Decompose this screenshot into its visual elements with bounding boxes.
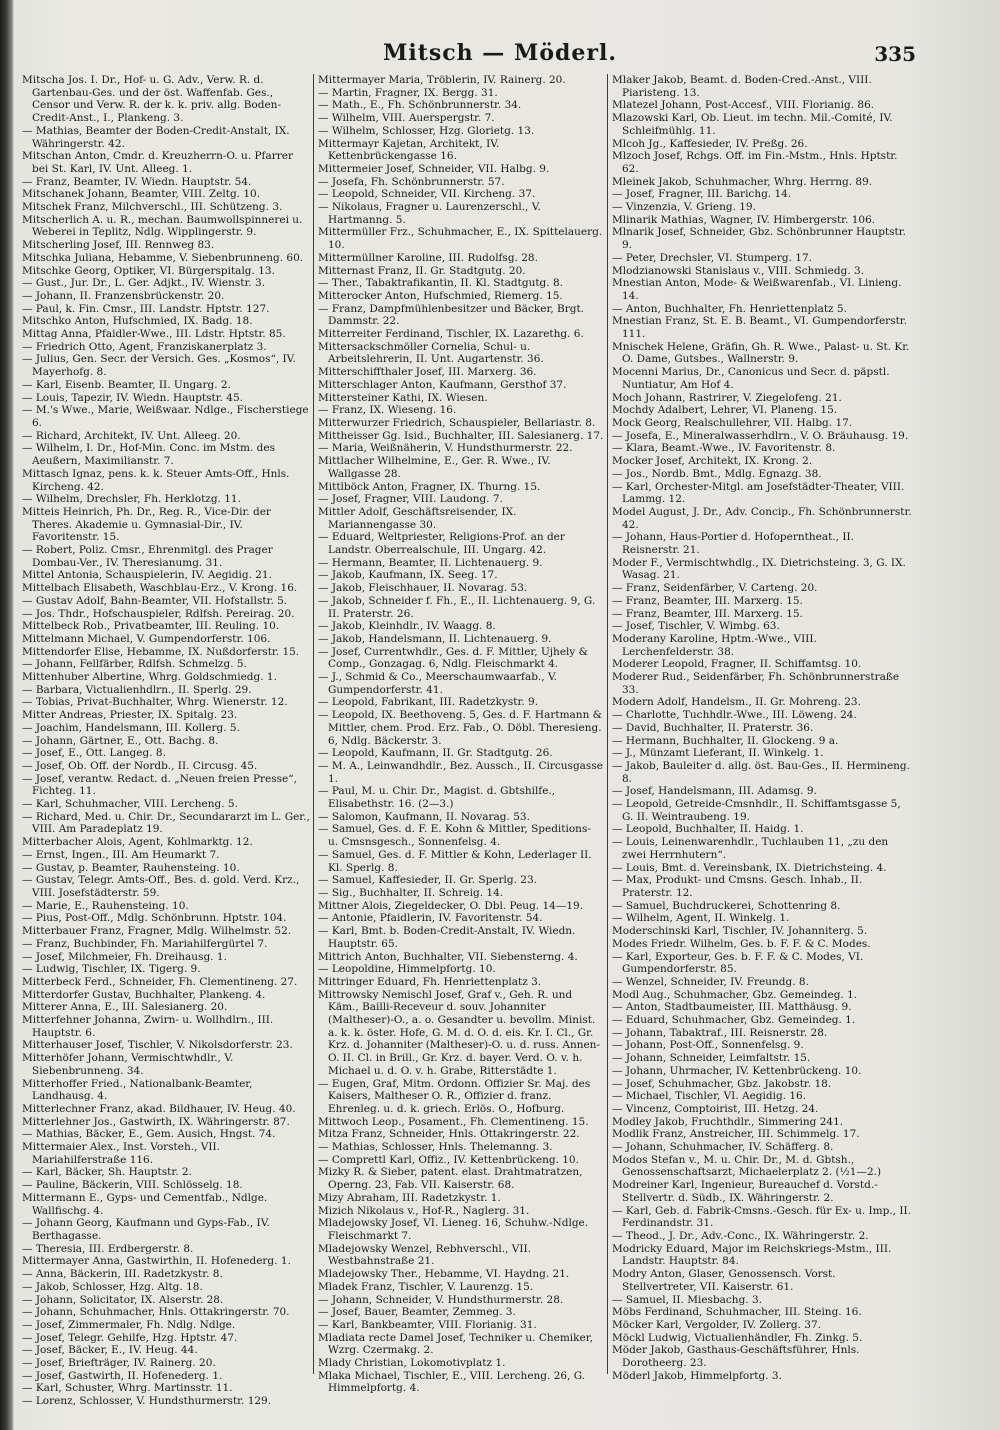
directory-entry: Mittasch Ignaz, pens. k. k. Steuer Amts-Off., Hnls. Kircheng. 42. bbox=[22, 467, 290, 493]
directory-entry: — Ernst, Ingen., III. Am Heumarkt 7. bbox=[22, 848, 220, 861]
directory-entry: — Wilhelm, Agent, II. Winkelg. 1. bbox=[612, 912, 790, 925]
directory-entry: Mittersackschmöller Cornelia, Schul- u. Arbeitslehrerin, II. Unt. Augartenstr. 36. bbox=[318, 340, 544, 366]
directory-entry: — Max, Produkt- und Cmsns. Gesch. Inhab., II. Praterstr. 12. bbox=[612, 874, 863, 899]
directory-entry: Moderany Karoline, Hptm.-Wwe., VIII. Lerchenfelderstr. 38. bbox=[612, 632, 817, 658]
directory-entry: — Salomon, Kaufmann, II. Novarag. 53. bbox=[318, 810, 530, 823]
directory-entry: Mizy Abraham, III. Radetzkystr. 1. bbox=[318, 1191, 501, 1204]
directory-entry: — Johann, Schneider, Leimfaltstr. 15. bbox=[612, 1052, 811, 1065]
directory-entry: Mnestian Franz, St. E. B. Beamt., VI. Gumpendorferstr. 111. bbox=[612, 315, 907, 341]
directory-entry: — Maria, Weißnäherin, V. Hundsthurmerstr. 22. bbox=[318, 442, 573, 455]
page-number: 335 bbox=[874, 42, 916, 66]
directory-entry: Möcker Karl, Vergolder, IV. Zollerg. 37. bbox=[612, 1318, 822, 1331]
directory-entry: — Comprettl Karl, Offiz., IV. Kettenbrückeng. 10. bbox=[318, 1153, 579, 1166]
column-3 bbox=[612, 74, 912, 1382]
directory-entry: Mladiata recte Damel Josef, Techniker u. Chemiker, Wzrg. Czermakg. 2. bbox=[318, 1331, 593, 1357]
directory-entry: — Barbara, Victualienhdlrn., II. Sperlg. 29. bbox=[22, 683, 252, 696]
directory-entry: — Samuel, Ges. d. F. Mittler & Kohn, Lederlager II. Kl. Sperlg. 8. bbox=[318, 848, 592, 874]
directory-entry: — Johann, Haus-Portier d. Hofoperntheat., II. Reisnerstr. 21. bbox=[612, 531, 854, 557]
directory-entry: Mitterer Anna, E., III. Salesianerg. 20. bbox=[22, 1001, 228, 1014]
directory-entry: — Johann, Uhrmacher, IV. Kettenbrückeng. 10. bbox=[612, 1064, 862, 1077]
directory-entry: — Klara, Beamt.-Wwe., IV. Favoritenstr. 8. bbox=[612, 442, 836, 455]
directory-entry: — Wilhelm, Schlosser, Hzg. Glorietg. 13. bbox=[318, 124, 535, 137]
column-divider bbox=[313, 74, 314, 1374]
directory-entry: — Jakob, Schlosser, Hzg. Altg. 18. bbox=[22, 1280, 203, 1293]
directory-entry: Mitschanek Johann, Beamter, VIII. Zeltg. 10. bbox=[22, 188, 261, 201]
directory-entry: Mitterhauser Josef, Tischler, V. Nikolsdorferstr. 23. bbox=[22, 1039, 293, 1052]
directory-entry: Mittner Alois, Ziegeldecker, O. Dbl. Peug. 14—19. bbox=[318, 899, 584, 912]
directory-columns bbox=[22, 74, 980, 1408]
directory-entry: Mocenni Marius, Dr., Canonicus und Secr. d. päpstl. Nuntiatur, Am Hof 4. bbox=[612, 366, 890, 391]
directory-entry: Mittheisser Gg. Isid., Buchhalter, III. Salesianerg. 17. bbox=[318, 429, 604, 442]
directory-entry: — Eduard, Schuhmacher, Gbz. Gemeindeg. 1. bbox=[612, 1014, 856, 1027]
directory-entry: — Josef, Milchmeier, Fh. Dreihausg. 1. bbox=[22, 950, 227, 963]
directory-entry: — Eugen, Graf, Mitm. Ordonn. Offizier Sr. Maj. des Kaisers, Maltheser O. R., Offizier d. franz. Ehrenleg. u. d. k. griech. Erlös. O., Hofburg. bbox=[318, 1077, 591, 1115]
directory-entry: Mittelbeck Rob., Privatbeamter, III. Reuling. 10. bbox=[22, 620, 280, 633]
directory-entry: — Karl, Schuster, Whrg. Martinsstr. 11. bbox=[22, 1382, 233, 1395]
directory-entry: Möderl Jakob, Himmelpfortg. 3. bbox=[612, 1369, 782, 1382]
directory-entry: — Math., E., Fh. Schönbrunnerstr. 34. bbox=[318, 99, 522, 112]
directory-entry: — Jakob, Schneider f. Fh., E., II. Lichtenauerg. 9, G. II. Praterstr. 26. bbox=[318, 594, 596, 620]
directory-entry: — Gustav Adolf, Bahn-Beamter, VII. Hofstallstr. 5. bbox=[22, 594, 288, 607]
directory-entry: Modern Adolf, Handelsm., II. Gr. Mohreng. 23. bbox=[612, 696, 861, 709]
directory-entry: — Theod., J. Dr., Adv.-Conc., IX. Währingerstr. 2. bbox=[612, 1229, 869, 1242]
directory-entry: Möbs Ferdinand, Schuhmacher, III. Steing. 16. bbox=[612, 1306, 862, 1319]
directory-entry: Mizky R. & Sieber, patent. elast. Drahtmatratzen, Operng. 23, Fab. VII. Kaiserstr. 68. bbox=[318, 1166, 583, 1192]
directory-entry: — Josefa, E., Mineralwasserhdlrn., V. O. Bräuhausg. 19. bbox=[612, 429, 909, 442]
directory-entry: — Karl, Exporteur, Ges. b. F. F. & C. Modes, VI. Gumpendorferstr. 85. bbox=[612, 950, 864, 976]
directory-entry: Mittermüller Frz., Schuhmacher, E., IX. Spittelauerg. 10. bbox=[318, 226, 603, 252]
directory-entry: — Gustav, Telegr. Amts-Off., Bes. d. gold. Verd. Krz., VIII. Josefstädterstr. 59. bbox=[22, 874, 300, 899]
directory-entry: — Louis, Tapezir, IV. Wiedn. Hauptstr. 45. bbox=[22, 391, 244, 404]
directory-entry: — Anton, Buchhalter, Fh. Henriettenplatz 5. bbox=[612, 302, 847, 315]
directory-entry: — Josef, Gastwirth, II. Hofenederg. 1. bbox=[22, 1369, 223, 1382]
directory-entry: — Karl, Bmt. b. Boden-Credit-Anstalt, IV. Wiedn. Hauptstr. 65. bbox=[318, 925, 576, 950]
directory-entry: Mitscherlich A. u. R., mechan. Baumwollspinnerei u. Weberei in Teplitz, Ndlg. Wipplingerstr. 9. bbox=[22, 213, 303, 239]
directory-entry: Mladejowsky Wenzel, Rebhverschl., VII. Westbahnstraße 21. bbox=[318, 1242, 531, 1268]
directory-entry: — Vincenz, Comptoirist, III. Hetzg. 24. bbox=[612, 1102, 819, 1115]
directory-entry: — Hermann, Beamter, II. Lichtenauerg. 9. bbox=[318, 556, 543, 569]
directory-entry: — Josef, Fragner, VIII. Laudong. 7. bbox=[318, 493, 503, 506]
directory-entry: — Charlotte, Tuchhdlr.-Wwe., III. Löweng. 24. bbox=[612, 709, 857, 722]
directory-entry: — Ther., Tabaktrafikantin, II. Kl. Stadtgutg. 8. bbox=[318, 277, 563, 290]
directory-entry: — Jakob, Handelsmann, II. Lichtenauerg. 9. bbox=[318, 632, 552, 645]
directory-entry: Mittrowsky Nemischl Josef, Graf v., Geh. R. und Käm., Bailli-Receveur d. souv. Johanniter (Maltheser)-O., a. o. Gesandter u. bevollm. Minist. a. k. k. öster. Hofe, G. M. d. O. d. eis. Kr. I. Cl., Gr. Krz. d. Johanniter (Maltheser)-O. u. d. russ. Annen-O. II. Cl. in Brill., Gr. Krz. d. bayer. Verd. O. v. h. Michael u. d. O. v. h. Grabe, Ritterstädte 1. bbox=[318, 988, 600, 1077]
directory-entry: Modl Aug., Schuhmacher, Gbz. Gemeindeg. 1. bbox=[612, 988, 858, 1001]
directory-entry: Modry Anton, Glaser, Genossensch. Vorst. Stellvertreter, VII. Kaiserstr. 61. bbox=[612, 1268, 836, 1293]
column-1 bbox=[22, 74, 310, 1408]
directory-entry: Mitterhöfer Johann, Vermischtwhdlr., V. Siebenbrunneng. 34. bbox=[22, 1052, 234, 1077]
directory-entry: Mitteis Heinrich, Ph. Dr., Reg. R., Vice-Dir. der Theres. Akademie u. Gymnasial-Dir., IV. Favoritenstr. 15. bbox=[22, 505, 271, 544]
directory-entry: Mitterlechner Franz, akad. Bildhauer, IV. Heug. 40. bbox=[22, 1102, 296, 1115]
directory-entry: Mitterocker Anton, Hufschmied, Riemerg. 15. bbox=[318, 289, 563, 302]
directory-entry: — Franz, IX. Wieseng. 16. bbox=[318, 404, 457, 417]
directory-entry: — Leopold, Schneider, VII. Kircheng. 37. bbox=[318, 188, 536, 201]
directory-entry: — M. A., Leinwandhdlr., Bez. Aussch., II. Circusgasse 1. bbox=[318, 759, 603, 785]
directory-entry: — Tobias, Privat-Buchhalter, Whrg. Wienerstr. 12. bbox=[22, 696, 288, 709]
directory-entry: — Vinzenzia, V. Grieng. 19. bbox=[612, 201, 756, 214]
page-title: Mitsch — Möderl. bbox=[383, 40, 617, 66]
directory-entry: — Joachim, Handelsmann, III. Kollerg. 5. bbox=[22, 721, 240, 734]
directory-entry: — Anton, Stadtbaumeister, III. Matthäusg. 9. bbox=[612, 1001, 852, 1014]
directory-entry: Mizich Nikolaus v., Hof-R., Naglerg. 31. bbox=[318, 1204, 530, 1217]
running-head bbox=[0, 40, 1000, 70]
directory-entry: — Mathias, Bäcker, E., Gem. Ausich, Hngst. 74. bbox=[22, 1128, 276, 1141]
directory-entry: Mittermayr Kajetan, Architekt, IV. Kettenbrückengasse 16. bbox=[318, 137, 500, 163]
directory-entry: Mitterschiffthaler Josef, III. Marxerg. 36. bbox=[318, 366, 537, 379]
directory-entry: — Johann, Schuhmacher, IV. Schäfferg. 8. bbox=[612, 1141, 834, 1154]
directory-entry: — Wilhelm, Drechsler, Fh. Herklotzg. 11. bbox=[22, 493, 241, 506]
directory-entry: Modos Stefan v., M. u. Chir. Dr., M. d. Gbtsh., Genossenschaftsarzt, Michaelerplatz 2. (½1—2.) bbox=[612, 1153, 882, 1179]
directory-entry: Mitterdorfer Gustav, Buchhalter, Plankeng. 4. bbox=[22, 988, 266, 1001]
directory-entry: Mitter Andreas, Priester, IX. Spitalg. 23. bbox=[22, 709, 238, 722]
directory-entry: — Ludwig, Tischler, IX. Tigerg. 9. bbox=[22, 963, 201, 976]
directory-entry: — Josef, Handelsmann, III. Adamsg. 9. bbox=[612, 785, 817, 798]
directory-entry: Moderer Rud., Seidenfärber, Fh. Schönbrunnerstraße 33. bbox=[612, 671, 900, 696]
directory-entry: — Wilhelm, I. Dr., Hof-Min. Conc. im Mstm. des Aeußern, Maximilianstr. 7. bbox=[22, 442, 275, 468]
directory-entry: — Johann, Schneider, V. Hundsthurmerstr. 28. bbox=[318, 1293, 564, 1306]
directory-entry: Mlodzianowski Stanislaus v., VIII. Schmiedg. 3. bbox=[612, 264, 865, 277]
directory-entry: — Jakob, Kleinhdlr., IV. Waagg. 8. bbox=[318, 620, 496, 633]
directory-entry: Mittermayer Anna, Gastwirthin, II. Hofenederg. 1. bbox=[22, 1255, 291, 1268]
directory-entry: — Louis, Leinenwarenhdlr., Tuchlauben 11, „zu den zwei Herrnhutern“. bbox=[612, 836, 889, 861]
directory-entry: Mitschka Juliana, Hebamme, V. Siebenbrunneng. 60. bbox=[22, 251, 304, 264]
directory-entry: Moch Johann, Rastrirer, V. Ziegelofeng. 21. bbox=[612, 391, 842, 404]
directory-entry: — Jakob, Fleischhauer, II. Novarag. 53. bbox=[318, 582, 528, 595]
directory-entry: Mlaker Jakob, Beamt. d. Boden-Cred.-Anst., VIII. Piaristeng. 13. bbox=[612, 74, 872, 99]
directory-entry: — Johann, Solicitator, IX. Alserstr. 28. bbox=[22, 1293, 224, 1306]
directory-entry: Modley Jakob, Fruchthdlr., Simmering 241. bbox=[612, 1115, 844, 1128]
directory-entry: Modreiner Karl, Ingenieur, Bureauchef d. Vorstd.-Stellvertr. d. Südb., IX. Währingerstr. 2. bbox=[612, 1179, 878, 1204]
directory-entry: — Johann, Schuhmacher, Hnls. Ottakringerstr. 70. bbox=[22, 1306, 290, 1319]
directory-entry: — Josef, Ob. Off. der Nordb., II. Circusg. 45. bbox=[22, 759, 258, 772]
directory-entry: Mitterbauer Franz, Fragner, Mdlg. Wilhelmstr. 52. bbox=[22, 925, 292, 938]
directory-entry: — Mathias, Schlosser, Hnls. Thelemanng. 3. bbox=[318, 1141, 553, 1154]
directory-entry: Mittermayer Maria, Tröblerin, IV. Rainerg. 20. bbox=[318, 74, 566, 86]
directory-entry: — J., Münzamt Lieferant, II. Winkelg. 1. bbox=[612, 747, 824, 760]
directory-entry: Mittler Adolf, Geschäftsreisender, IX. Mariannengasse 30. bbox=[318, 505, 517, 531]
directory-entry: — Samuel, Ges. d. F. E. Kohn & Mittler, Speditions- u. Cmsnsgesch., Sonnenfelsg. 4. bbox=[318, 823, 591, 849]
directory-entry: Mitscha Jos. I. Dr., Hof- u. G. Adv., Verw. R. d. Gartenbau-Ges. und der öst. Waffenfab. Ges., Censor und Verw. R. der k. k. priv. allg. Boden-Credit-Anst., I., Plankeng. 3. bbox=[22, 74, 281, 125]
directory-entry: Modricky Eduard, Major im Reichskriegs-Mstm., III. Landstr. Hauptstr. 84. bbox=[612, 1242, 892, 1268]
directory-entry: Modlik Franz, Anstreicher, III. Schimmelg. 17. bbox=[612, 1128, 860, 1141]
directory-entry: Möder Jakob, Gasthaus-Geschäftsführer, Hnls. Dorotheerg. 23. bbox=[612, 1344, 860, 1370]
directory-entry: — Josef, verantw. Redact. d. „Neuen freien Presse“, Fichteg. 11. bbox=[22, 772, 297, 798]
directory-entry: Mittlacher Wilhelmine, E., Ger. R. Wwe., IV. Wallgasse 28. bbox=[318, 455, 551, 480]
directory-entry: — Gustav, p. Beamter, Rauhensteing. 10. bbox=[22, 861, 240, 874]
directory-entry: Moder F., Vermischtwhdlg., IX. Dietrichsteing. 3, G. IX. Wasag. 21. bbox=[612, 556, 906, 582]
directory-entry: — Franz, Seidenfärber, V. Carteng. 20. bbox=[612, 582, 818, 595]
directory-entry: — Josef, Tischler, V. Wimbg. 63. bbox=[612, 620, 780, 633]
directory-entry: — Sig., Buchhalter, II. Schreig. 14. bbox=[318, 887, 504, 899]
directory-entry: — Eduard, Weltpriester, Religions-Prof. an der Landstr. Oberrealschule, III. Ungarg. 42. bbox=[318, 531, 565, 557]
directory-entry: — Pauline, Bäckerin, VIII. Schlösselg. 18. bbox=[22, 1179, 243, 1192]
directory-entry: Moderschinski Karl, Tischler, IV. Johanniterg. 5. bbox=[612, 925, 868, 938]
directory-entry: — Martin, Fragner, IX. Bergg. 31. bbox=[318, 86, 498, 99]
directory-entry: — Johann Georg, Kaufmann und Gyps-Fab., IV. Berthagasse. bbox=[22, 1217, 270, 1242]
directory-entry: — Marie, E., Rauhensteing. 10. bbox=[22, 899, 189, 912]
directory-entry: — Samuel, II. Miesbachg. 3. bbox=[612, 1293, 762, 1306]
directory-entry: — Josef, Zimmermaler, Fh. Ndlg. Ndlge. bbox=[22, 1318, 236, 1331]
directory-entry: — Karl, Bäcker, Sh. Hauptstr. 2. bbox=[22, 1166, 192, 1179]
directory-entry: Mladejowsky Ther., Hebamme, VI. Haydng. 21. bbox=[318, 1268, 570, 1281]
directory-entry: — Josef, Telegr. Gehilfe, Hzg. Hptstr. 47. bbox=[22, 1331, 238, 1344]
directory-entry: Model August, J. Dr., Adv. Concip., Fh. Schönbrunnerstr. 42. bbox=[612, 505, 912, 531]
directory-entry: Möckl Ludwig, Victualienhändler, Fh. Zinkg. 5. bbox=[612, 1331, 863, 1344]
directory-entry: — Jakob, Bauleiter d. allg. öst. Bau-Ges., II. Hermineng. 8. bbox=[612, 759, 910, 785]
directory-entry: — M.'s Wwe., Marie, Weißwaar. Ndlge., Fischerstiege 6. bbox=[22, 404, 309, 429]
directory-entry: Mitterwurzer Friedrich, Schauspieler, Bellariastr. 8. bbox=[318, 416, 596, 429]
directory-entry: Mittlböck Anton, Fragner, IX. Thurng. 15. bbox=[318, 480, 541, 493]
directory-entry: — Josefa, Fh. Schönbrunnerstr. 57. bbox=[318, 175, 505, 188]
directory-entry: Mitterhoffer Fried., Nationalbank-Beamter, Landhausg. 4. bbox=[22, 1077, 253, 1103]
directory-entry: — Franz, Beamter, IV. Wiedn. Hauptstr. 54. bbox=[22, 175, 252, 188]
directory-entry: Mlady Christian, Lokomotivplatz 1. bbox=[318, 1357, 506, 1370]
directory-entry: Mittermaier Alex., Inst. Vorsteh., VII. Mariahilferstraße 116. bbox=[22, 1141, 220, 1166]
directory-entry: — Johann, Gärtner, E., Ott. Bachg. 8. bbox=[22, 734, 219, 747]
directory-entry: — David, Buchhalter, II. Praterstr. 36. bbox=[612, 721, 814, 734]
directory-entry: Mlaka Michael, Tischler, E., VIII. Lercheng. 26, G. Himmelpfortg. 4. bbox=[318, 1369, 586, 1395]
directory-entry: — Paul, M. u. Chir. Dr., Magist. d. Gbtshilfe., Elisabethstr. 16. (2—3.) bbox=[318, 785, 556, 811]
directory-entry: — Karl, Eisenb. Beamter, II. Ungarg. 2. bbox=[22, 378, 231, 391]
directory-entry: — Johann, Fellfärber, Rdlfsh. Schmelzg. 5. bbox=[22, 658, 247, 671]
directory-entry: — Josef, Schuhmacher, Gbz. Jakobstr. 18. bbox=[612, 1077, 832, 1090]
directory-entry: Mochdy Adalbert, Lehrer, VI. Planeng. 15. bbox=[612, 404, 838, 417]
directory-entry: — Pius, Post-Off., Mdlg. Schönbrunn. Hptstr. 104. bbox=[22, 912, 287, 925]
directory-entry: Mittersteiner Kathi, IX. Wiesen. bbox=[318, 391, 488, 404]
directory-entry: Mitternast Franz, II. Gr. Stadtgutg. 20. bbox=[318, 264, 526, 277]
directory-entry: Mladejowsky Josef, VI. Lieneg. 16, Schuhw.-Ndlge. Fleischmarkt 7. bbox=[318, 1217, 589, 1242]
directory-entry: — Leopold, Kaufmann, II. Gr. Stadtgutg. 26. bbox=[318, 747, 553, 760]
directory-entry: — Leopold, Buchhalter, II. Haidg. 1. bbox=[612, 823, 804, 836]
directory-entry: Mittelmann Michael, V. Gumpendorferstr. 106. bbox=[22, 632, 271, 645]
directory-entry: Mittrich Anton, Buchhalter, VII. Siebensterng. 4. bbox=[318, 950, 578, 963]
directory-entry: Mitterfehner Johanna, Zwirn- u. Wollhdlrn., III. Hauptstr. 6. bbox=[22, 1014, 274, 1039]
directory-entry: — Josef, Currentwhdlr., Ges. d. F. Mittler, Ujhely & Comp., Gonzagag. 6, Ndlg. Fleischmarkt 4. bbox=[318, 645, 589, 671]
directory-entry: — Julius, Gen. Secr. der Versich. Ges. „Kosmos“, IV. Mayerhofg. 8. bbox=[22, 353, 296, 379]
directory-entry: — Franz, Dampfmühlenbesitzer und Bäcker, Brgt. Dammstr. 22. bbox=[318, 302, 585, 328]
directory-entry: — Leopoldine, Himmelpfortg. 10. bbox=[318, 963, 496, 976]
column-2 bbox=[318, 74, 604, 1395]
directory-entry: — Josef, E., Ott. Langeg. 8. bbox=[22, 747, 166, 760]
directory-entry: Mitschan Anton, Cmdr. d. Kreuzherrn-O. u. Pfarrer bei St. Karl, IV. Unt. Alleeg. 1. bbox=[22, 150, 293, 175]
directory-entry: — Hermann, Buchhalter, II. Glockeng. 9 a. bbox=[612, 734, 839, 747]
directory-entry: Mock Georg, Realschullehrer, VII. Halbg. 17. bbox=[612, 416, 853, 429]
directory-entry: — Leopold, Fabrikant, III. Radetzkystr. 9. bbox=[318, 696, 539, 709]
directory-entry: — Jakob, Kaufmann, IX. Seeg. 17. bbox=[318, 569, 498, 582]
book-binding-shadow bbox=[0, 0, 14, 1430]
directory-entry: — Karl, Geb. d. Fabrik-Cmsns.-Gesch. für Ex- u. Imp., II. Ferdinandstr. 31. bbox=[612, 1204, 911, 1230]
directory-entry: Mlcoh Jg., Kaffesieder, IV. Preßg. 26. bbox=[612, 137, 808, 150]
directory-entry: Mleinek Jakob, Schuhmacher, Whrg. Herrng. 89. bbox=[612, 175, 873, 188]
directory-entry: — Karl, Orchester-Mitgl. am Josefstädter-Theater, VIII. Lammg. 12. bbox=[612, 480, 905, 506]
directory-entry: — Karl, Schuhmacher, VIII. Lercheng. 5. bbox=[22, 798, 238, 811]
directory-entry: — J., Schmid & Co., Meerschaumwaarfab., V. Gumpendorferstr. 41. bbox=[318, 671, 558, 696]
directory-entry: — Josef, Fragner, III. Barichg. 14. bbox=[612, 188, 792, 201]
directory-entry: — Samuel, Kaffesieder, II. Gr. Sperlg. 23. bbox=[318, 874, 537, 887]
directory-entry: — Franz, Beamter, III. Marxerg. 15. bbox=[612, 594, 803, 607]
directory-entry: Modes Friedr. Wilhelm, Ges. b. F. F. & C. Modes. bbox=[612, 937, 871, 950]
directory-entry: Mittwoch Leop., Posament., Fh. Clementineng. 15. bbox=[318, 1115, 589, 1128]
directory-entry: — Johann, Post-Off., Sonnenfelsg. 9. bbox=[612, 1039, 804, 1052]
directory-entry: Mittenhuber Albertine, Whrg. Goldschmiedg. 1. bbox=[22, 671, 277, 684]
directory-entry: — Paul, k. Fin. Cmsr., III. Landstr. Hptstr. 127. bbox=[22, 302, 270, 315]
column-divider bbox=[607, 74, 608, 1374]
directory-entry: — Wilhelm, VIII. Auerspergstr. 7. bbox=[318, 112, 495, 125]
directory-entry: — Richard, Med. u. Chir. Dr., Secundararzt im L. Ger., VIII. Am Paradeplatz 19. bbox=[22, 810, 310, 836]
directory-entry: — Karl, Bankbeamter, VIII. Florianig. 31. bbox=[318, 1318, 537, 1331]
directory-entry: Mlzoch Josef, Rchgs. Off. im Fin.-Mstm., Hnls. Hptstr. 62. bbox=[612, 150, 898, 175]
directory-entry: Mittendorfer Elise, Hebamme, IX. Nußdorferstr. 15. bbox=[22, 645, 300, 658]
directory-entry: Mocker Josef, Architekt, IX. Krong. 2. bbox=[612, 455, 813, 468]
directory-entry: — Lorenz, Schlosser, V. Hundsthurmerstr. 129. bbox=[22, 1395, 272, 1408]
directory-entry: — Mathias, Beamter der Boden-Credit-Anstalt, IX. Währingerstr. 42. bbox=[22, 124, 290, 150]
directory-entry: — Louis, Bmt. d. Vereinsbank, IX. Dietrichsteing. 4. bbox=[612, 861, 887, 874]
directory-entry: — Gust., Jur. Dr., L. Ger. Adjkt., IV. Wienstr. 3. bbox=[22, 277, 266, 290]
directory-entry: Mittermann E., Gyps- und Cementfab., Ndlge. Wallfischg. 4. bbox=[22, 1191, 268, 1217]
directory-entry: — Johann, II. Franzensbrückenstr. 20. bbox=[22, 289, 225, 302]
directory-entry: — Samuel, Buchdruckerei, Schottenring 8. bbox=[612, 899, 841, 912]
directory-entry: Mitterbeck Ferd., Schneider, Fh. Clementineng. 27. bbox=[22, 975, 298, 988]
directory-entry: Mittel Antonia, Schauspielerin, IV. Aegidig. 21. bbox=[22, 569, 272, 582]
directory-entry: Mitterlehner Jos., Gastwirth, IX. Währingerstr. 87. bbox=[22, 1115, 290, 1128]
directory-entry: Mittag Anna, Pfaidler-Wwe., III. Ldstr. Hptstr. 85. bbox=[22, 328, 286, 341]
directory-entry: Mlatezel Johann, Post-Accesf., VIII. Florianig. 86. bbox=[612, 99, 875, 112]
directory-entry: — Jos., Nordb. Bmt., Mdlg. Egnazg. 38. bbox=[612, 467, 822, 480]
directory-entry: Mitscherling Josef, III. Rennweg 83. bbox=[22, 239, 215, 252]
directory-entry: Mittringer Eduard, Fh. Henriettenplatz 3. bbox=[318, 975, 542, 988]
directory-entry: — Franz, Beamter, III. Marxerg. 15. bbox=[612, 607, 803, 620]
directory-entry: — Theresia, III. Erdbergerstr. 8. bbox=[22, 1242, 194, 1255]
directory-entry: — Josef, Bauer, Beamter, Zemmeg. 3. bbox=[318, 1306, 516, 1319]
directory-entry: Mitschek Franz, Milchverschl., III. Schützeng. 3. bbox=[22, 201, 283, 214]
directory-entry: — Friedrich Otto, Agent, Franziskanerplatz 3. bbox=[22, 340, 267, 353]
directory-entry: — Antonie, Pfaidlerin, IV. Favoritenstr. 54. bbox=[318, 912, 543, 925]
directory-entry: Mittermüllner Karoline, III. Rudolfsg. 28. bbox=[318, 251, 538, 264]
directory-entry: Moderer Leopold, Fragner, II. Schiffamtsg. 10. bbox=[612, 658, 862, 671]
directory-entry: — Robert, Poliz. Cmsr., Ehrenmitgl. des Prager Dombau-Ver., IV. Theresianumg. 31. bbox=[22, 544, 273, 569]
directory-entry: Mlnarik Josef, Schneider, Gbz. Schönbrunner Hauptstr. 9. bbox=[612, 226, 906, 252]
directory-entry: Mittelbach Elisabeth, Waschblau-Erz., V. Krong. 16. bbox=[22, 582, 298, 595]
directory-entry: — Nikolaus, Fragner u. Laurenzerschl., V. Hartmanng. 5. bbox=[318, 201, 541, 226]
directory-entry: — Leopold, Getreide-Cmsnhdlr., II. Schiffamtsgasse 5, G. II. Weintraubeng. 19. bbox=[612, 798, 901, 823]
directory-entry: Mitschke Georg, Optiker, VI. Bürgerspitalg. 13. bbox=[22, 264, 275, 277]
directory-entry: — Richard, Architekt, IV. Unt. Alleeg. 20. bbox=[22, 429, 241, 442]
directory-entry: Mitterbacher Alois, Agent, Kohlmarktg. 12. bbox=[22, 836, 253, 849]
directory-entry: Mlinarik Mathias, Wagner, IV. Himbergerstr. 106. bbox=[612, 213, 876, 226]
directory-entry: — Jos. Thdr., Hofschauspieler, Rdlfsh. Pereirag. 20. bbox=[22, 607, 295, 620]
directory-entry: — Peter, Drechsler, VI. Stumperg. 17. bbox=[612, 251, 813, 264]
directory-entry: Mladek Franz, Tischler, V. Laurenzg. 15. bbox=[318, 1280, 534, 1293]
directory-entry: Mitterreiter Ferdinand, Tischler, IX. Lazarethg. 6. bbox=[318, 328, 584, 341]
directory-entry: Mitterschlager Anton, Kaufmann, Gersthof 37. bbox=[318, 378, 567, 391]
directory-entry: — Anna, Bäckerin, III. Radetzkystr. 8. bbox=[22, 1268, 223, 1281]
directory-entry: — Josef, Bäcker, E., IV. Heug. 44. bbox=[22, 1344, 198, 1357]
directory-entry: Mittermeier Josef, Schneider, VII. Halbg. 9. bbox=[318, 162, 550, 175]
directory-entry: — Leopold, IX. Beethoveng. 5, Ges. d. F. Hartmann & Mittler, chem. Prod. Erz. Fab., O. Döbl. Theresieng. 6, Ndlg. Bäckerstr. 3. bbox=[318, 709, 603, 747]
directory-entry: — Josef, Briefträger, IV. Rainerg. 20. bbox=[22, 1357, 216, 1370]
directory-entry: — Michael, Tischler, VI. Aegidig. 16. bbox=[612, 1090, 807, 1103]
directory-entry: — Wenzel, Schneider, IV. Freundg. 8. bbox=[612, 975, 809, 988]
directory-entry: Mlazowski Karl, Ob. Lieut. im techn. Mil.-Comité, IV. Schleifmühlg. 11. bbox=[612, 112, 893, 137]
directory-entry: Mnestian Anton, Mode- & Weißwarenfab., VI. Linieng. 14. bbox=[612, 277, 902, 302]
directory-entry: Mnischek Helene, Gräfin, Gh. R. Wwe., Palast- u. St. Kr. O. Dame, Gutsbes., Wallnerstr. 9. bbox=[612, 340, 910, 366]
directory-entry: — Franz, Buchbinder, Fh. Mariahilfergürtel 7. bbox=[22, 937, 268, 950]
directory-entry: Mitschko Anton, Hufschmied, IX. Badg. 18. bbox=[22, 315, 253, 328]
directory-entry: Mitza Franz, Schneider, Hnls. Ottakringerstr. 22. bbox=[318, 1128, 580, 1141]
directory-entry: — Johann, Tabaktraf., III. Reisnerstr. 28. bbox=[612, 1026, 828, 1039]
